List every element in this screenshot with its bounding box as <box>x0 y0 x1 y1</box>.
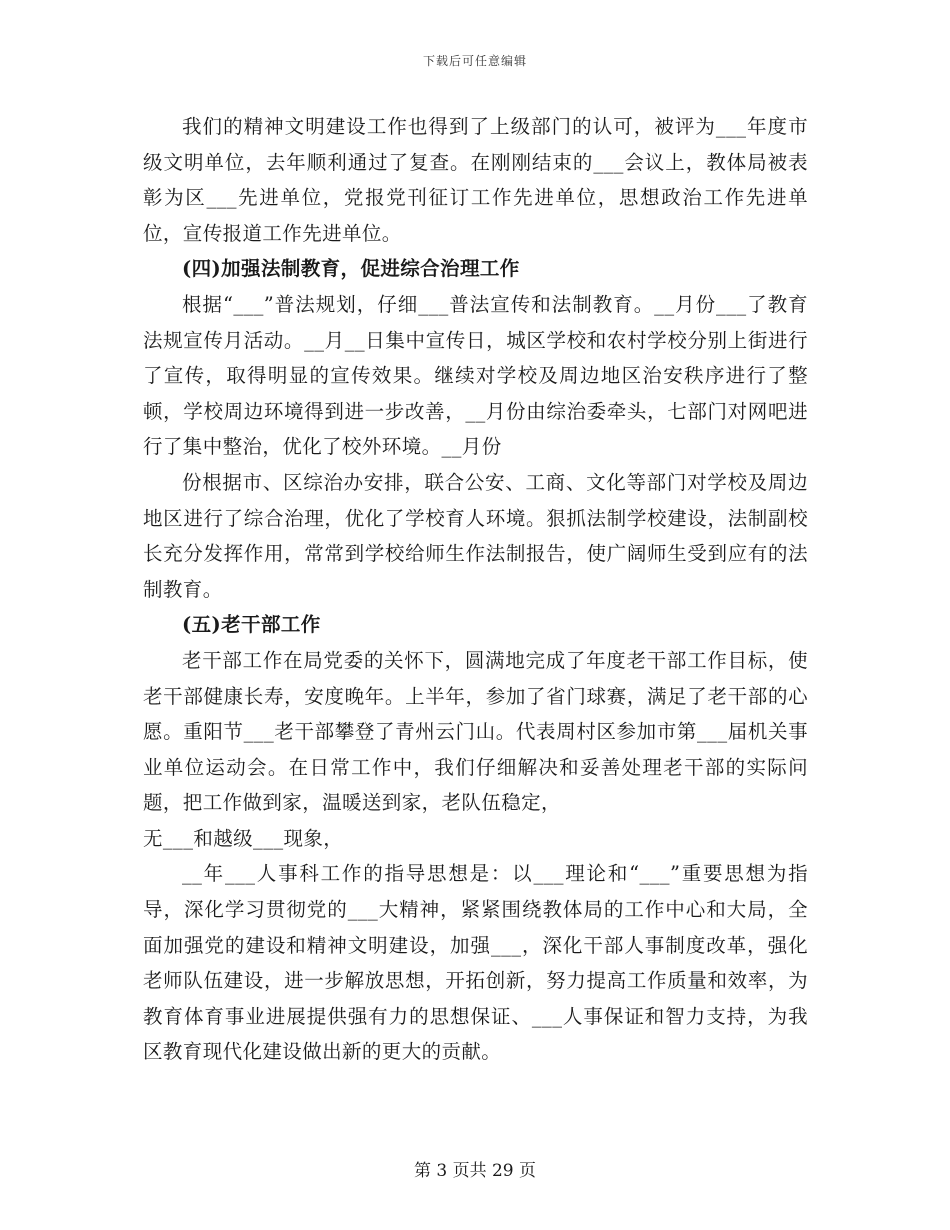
header-note: 下载后可任意编辑 <box>422 54 527 68</box>
paragraph-veteran-cadres: 老干部工作在局党委的关怀下，圆满地完成了年度老干部工作目标，使老干部健康长寿，安度晚年。上半年，参加了省门球赛，满足了老干部的心愿。重阳节___老干部攀登了青州云门山。代表周村区参加市第___届机关事业单位运动会。在日常工作中，我们仔细解决和妥善处理老干部的实际问题，把工作做到家，温暖送到家，老队伍稳定， <box>143 648 808 815</box>
paragraph-comprehensive-governance: 份根据市、区综治办安排，联合公安、工商、文化等部门对学校及周边地区进行了综合治理，优化了学校育人环境。狠抓法制学校建设，法制副校长充分发挥作用，常常到学校给师生作法制报告，使广阔师生受到应有的法制教育。 <box>143 470 808 601</box>
paragraph-guiding-ideology: __年___人事科工作的指导思想是：以___理论和“___”重要思想为指导，深化学习贯彻党的___大精神，紧紧围绕教体局的工作中心和大局，全面加强党的建设和精神文明建设，加强___，深化干部人事制度改革，强化老师队伍建设，进一步解放思想，开拓创新，努力提高工作质量和效率，为教育体育事业进展提供强有力的思想保证、___人事保证和智力支持，为我区教育现代化建设做出新的更大的贡献。 <box>143 862 808 1064</box>
paragraph-legal-publicity: 根据“___”普法规划，仔细___普法宣传和法制教育。__月份___了教育法规宣传月活动。__月__日集中宣传日，城区学校和农村学校分别上街进行了宣传，取得明显的宣传效果。继续对学校及周边地区治安秩序进行了整顿，学校周边环境得到进一步改善，__月份由综治委牵头，七部门对网吧进行了集中整治，优化了校外环境。__月份 <box>143 292 808 459</box>
section-heading-veteran-cadres: (五)老干部工作 <box>182 613 321 637</box>
paragraph-civilization: 我们的精神文明建设工作也得到了上级部门的认可，被评为___年度市级文明单位，去年顺利通过了复查。在刚刚结束的___会议上，教体局被表彰为区___先进单位，党报党刊征订工作先进单位，思想政治工作先进单位，宣传报道工作先进单位。 <box>143 115 808 245</box>
page-number: 第 3 页共 29 页 <box>413 1161 537 1181</box>
document-body <box>143 109 808 1070</box>
section-heading-legal-education: (四)加强法制教育，促进综合治理工作 <box>182 257 520 281</box>
paragraph-veteran-cadres-tail: 无___和越级___现象， <box>143 826 344 850</box>
